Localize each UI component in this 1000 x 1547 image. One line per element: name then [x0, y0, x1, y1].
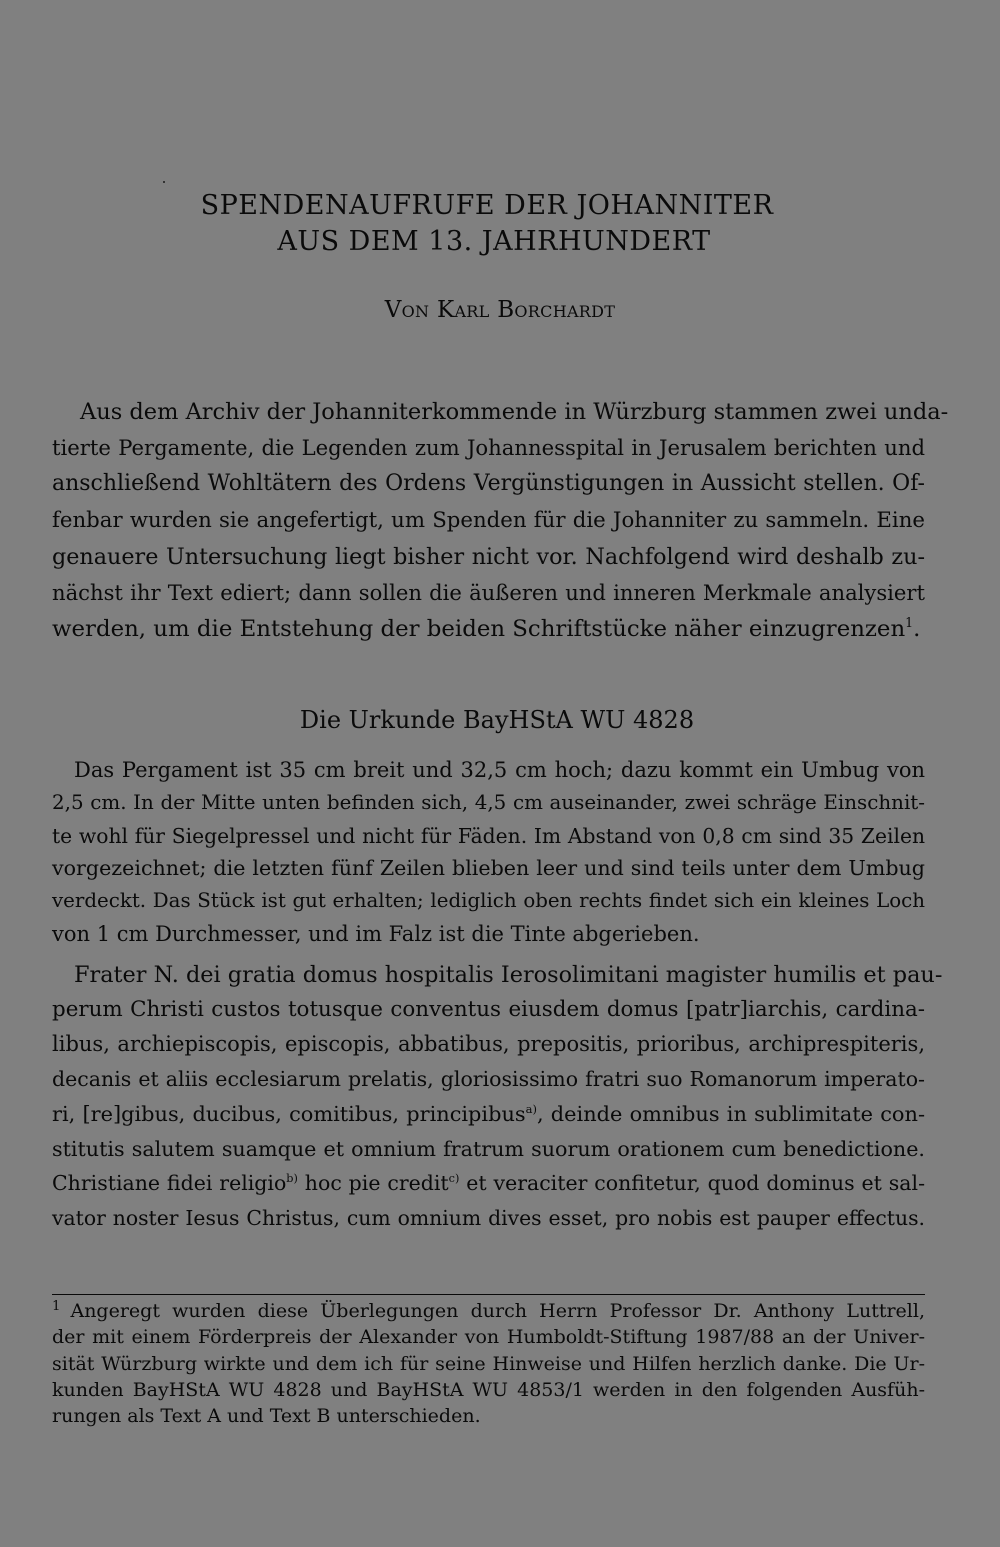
section-heading: Die Urkunde BayHStA WU 4828 — [299, 706, 695, 734]
footnote-line: sität Würzburg wirkte und dem ich für seine Hinweise und Hilfen herzlich danke. Die Ur- — [52, 1352, 925, 1375]
footnote-line — [52, 1298, 925, 1324]
apparatus-note-marker[interactable]: c) — [448, 1172, 460, 1186]
description-line: verdeckt. Das Stück ist gut erhalten; lediglich oben rechts findet sich ein kleines Loch — [52, 889, 925, 913]
intro-line: nächst ihr Text ediert; dann sollen die äußeren und inneren Merkmale analysiert — [52, 580, 925, 606]
apparatus-note-marker[interactable]: b) — [286, 1172, 298, 1186]
intro-line: anschließend Wohltätern des Ordens Vergünstigungen in Aussicht stellen. Of- — [52, 471, 925, 497]
footnote — [52, 1298, 925, 1429]
intro-paragraph — [52, 394, 949, 647]
footnote-number: 1 — [52, 1298, 61, 1314]
intro-line-text: werden, um die Entstehung der beiden Schriftstücke näher einzugrenzen — [52, 616, 906, 643]
footnote-reference[interactable]: 1 — [905, 615, 914, 631]
latin-line-text: ri, [re]gibus, ducibus, comitibus, principibus — [52, 1101, 526, 1126]
latin-text-paragraph — [52, 958, 943, 1236]
latin-line — [52, 1166, 925, 1201]
intro-line: Aus dem Archiv der Johanniterkommende in Würzburg stammen zwei unda- — [80, 399, 949, 425]
latin-line-text: et veraciter confitetur, quod dominus et sal- — [459, 1171, 925, 1196]
latin-line: perum Christi custos totusque conventus eiusdem domus [patr]iarchis, cardina- — [52, 996, 925, 1022]
latin-line-text: , deinde omnibus in sublimitate con- — [536, 1101, 925, 1126]
latin-line: decanis et aliis ecclesiarum prelatis, gloriosissimo fratri suo Romanorum imperato- — [52, 1067, 925, 1092]
footnote-line: kunden BayHStA WU 4828 und BayHStA WU 4853/1 werden in den folgenden Ausfüh- — [52, 1378, 925, 1401]
article-title-line-2: AUS DEM 13. JAHRHUNDERT — [277, 226, 711, 257]
intro-line: tierte Pergamente, die Legenden zum Johannesspital in Jerusalem berichten und — [52, 435, 925, 461]
description-line: Das Pergament ist 35 cm breit und 32,5 cm hoch; dazu kommt ein Umbug von — [74, 758, 925, 782]
footnote-line: rungen als Text A und Text B unterschieden. — [52, 1405, 481, 1428]
article-title-line-1: SPENDENAUFRUFE DER JOHANNITER — [200, 190, 774, 221]
latin-line-text: hoc pie credit — [297, 1171, 449, 1196]
latin-line: vator noster Iesus Christus, cum omnium dives esset, pro nobis est pauper effectus. — [52, 1205, 925, 1230]
intro-line-last — [52, 611, 925, 647]
description-line: te wohl für Siegelpressel und nicht für Fäden. Im Abstand von 0,8 cm sind 35 Zeilen — [52, 823, 925, 848]
intro-line: genauere Untersuchung liegt bisher nicht vor. Nachfolgend wird deshalb zu- — [52, 543, 925, 570]
scan-speck — [163, 181, 165, 183]
latin-line: libus, archiepiscopis, episcopis, abbatibus, prepositis, prioribus, archiprespiteris, — [52, 1031, 925, 1057]
latin-line — [52, 1097, 925, 1132]
description-line: vorgezeichnet; die letzten fünf Zeilen blieben leer und sind teils unter dem Umbug — [52, 856, 925, 881]
intro-end-punctuation: . — [913, 616, 921, 643]
apparatus-note-marker[interactable]: a) — [525, 1101, 537, 1116]
description-line: von 1 cm Durchmesser, und im Falz ist die Tinte abgerieben. — [52, 921, 700, 946]
document-description-paragraph — [52, 754, 925, 951]
intro-line: fenbar wurden sie angefertigt, um Spenden für die Johanniter zu sammeln. Eine — [52, 507, 925, 533]
footnote-separator-rule — [52, 1294, 925, 1295]
latin-line: Frater N. dei gratia domus hospitalis Ierosolimitani magister humilis et pau- — [74, 962, 943, 988]
latin-line-text: Christiane fidei religio — [52, 1171, 287, 1196]
footnote-line-text: Angeregt wurden diese Überlegungen durch Herrn Professor Dr. Anthony Luttrell, — [70, 1300, 925, 1322]
footnote-line: der mit einem Förderpreis der Alexander von Humboldt-Stiftung 1987/88 an der Univer- — [52, 1326, 925, 1349]
article-author: Von Karl Borchardt — [384, 297, 616, 323]
description-line: 2,5 cm. In der Mitte unten befinden sich, 4,5 cm auseinander, zwei schräge Einschnit- — [52, 790, 925, 814]
latin-line: stitutis salutem suamque et omnium fratrum suorum orationem cum benedictione. — [52, 1136, 925, 1161]
